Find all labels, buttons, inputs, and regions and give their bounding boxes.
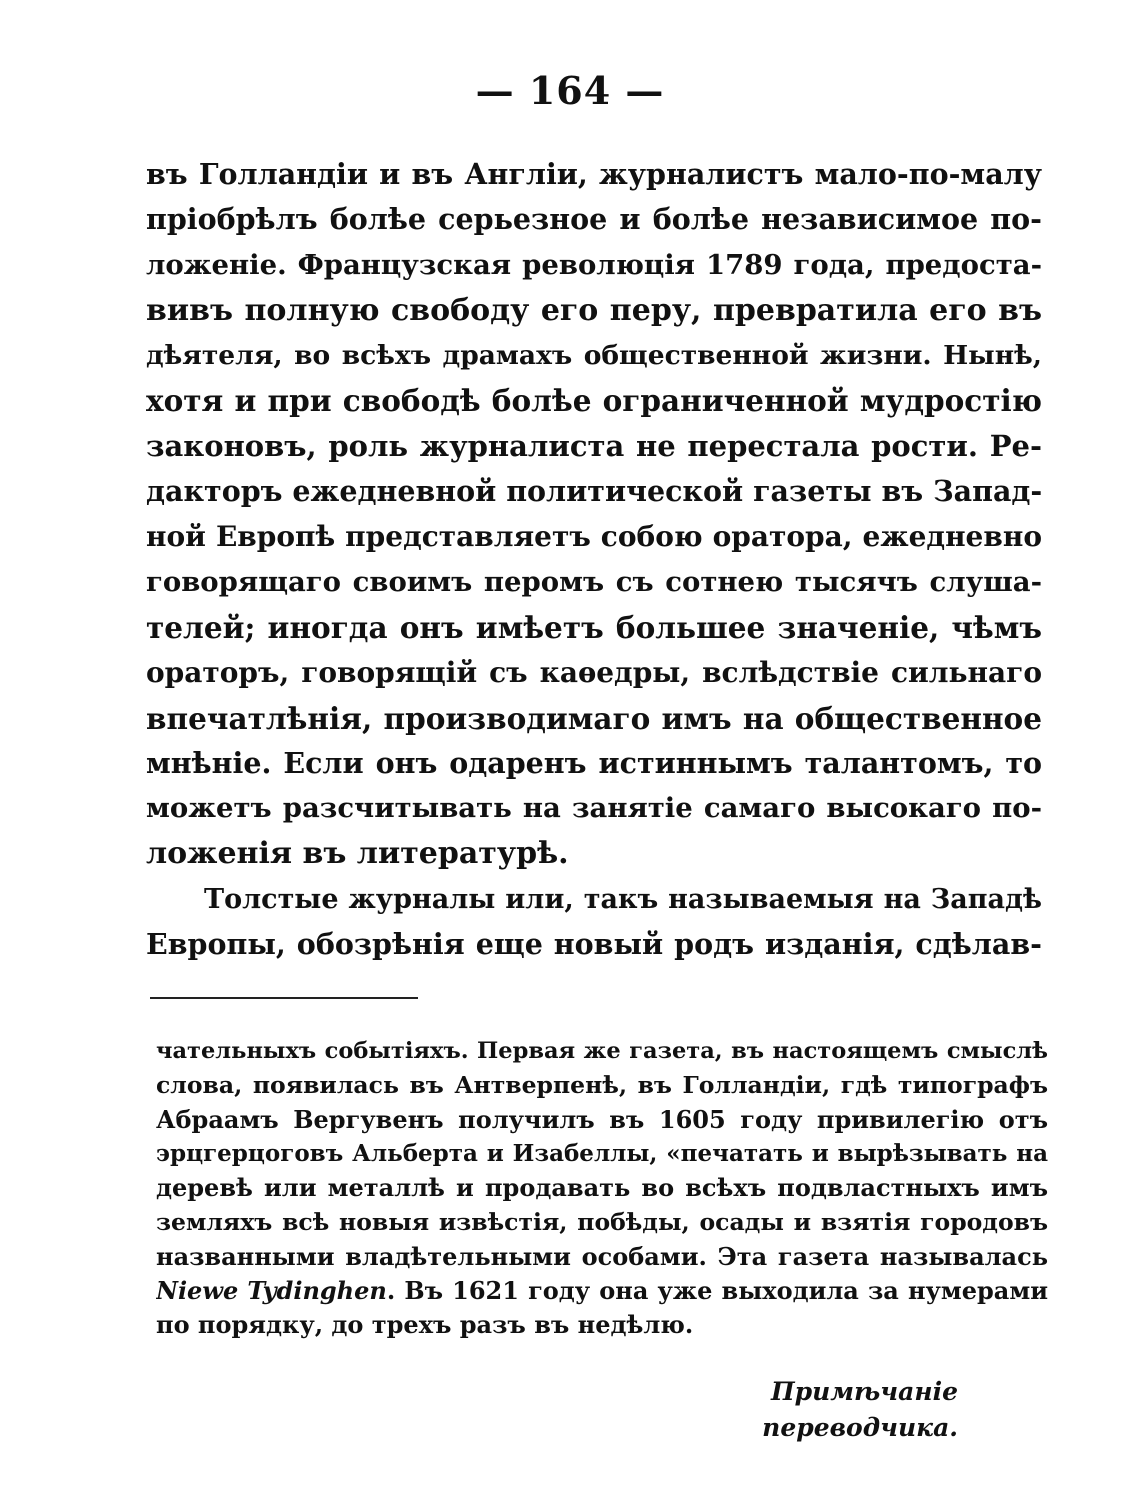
text-line: пріобрѣлъ болѣе серьезное и болѣе независимое по- xyxy=(146,202,1042,237)
text-line: впечатлѣнія, производимаго имъ на общественное xyxy=(146,700,1042,736)
page-number: — 164 — xyxy=(475,68,665,113)
text-line: можетъ разсчитывать на занятіе самаго высокаго по- xyxy=(146,792,1042,825)
translator-note-signature: Примѣчаніе переводчика. xyxy=(762,1377,958,1442)
text-line: законовъ, роль журналиста не перестала рости. Ре- xyxy=(146,428,1042,463)
text-line: въ Голландіи и въ Англіи, журналистъ мало-по-малу xyxy=(146,157,1042,191)
footnote-line-text: . Въ 1621 году она уже выходила за нумерами xyxy=(386,1276,1048,1306)
text-line: говорящаго своимъ перомъ съ сотнею тысячъ слуша- xyxy=(146,565,1042,598)
text-line: Толстые журналы или, такъ называемыя на Западѣ xyxy=(204,883,1042,915)
text-line: телей; иногда онъ имѣетъ большее значеніе, чѣмъ xyxy=(146,609,1042,645)
footnote-line: Абраамъ Вергувенъ получилъ въ 1605 году привилегію отъ xyxy=(156,1104,1048,1134)
text-line: ложеніе. Французская революція 1789 года, предоста- xyxy=(146,248,1042,281)
text-line: вивъ полную свободу его перу, превратила его въ xyxy=(146,292,1042,328)
text-line: мнѣніе. Если онъ одаренъ истиннымъ талантомъ, то xyxy=(146,745,1042,780)
footnote-line xyxy=(156,1274,1048,1308)
footnote-line: эрцгерцоговъ Альберта и Изабеллы, «печатать и вырѣзывать на xyxy=(156,1139,1048,1167)
text-line: хотя и при свободѣ болѣе ограниченной мудростію xyxy=(146,383,1042,419)
text-line: ной Европѣ представляетъ собою оратора, ежедневно xyxy=(146,520,1042,554)
newspaper-title: Niewe Tydinghen xyxy=(156,1276,387,1306)
text-line: дакторъ ежедневной политической газеты въ Запад- xyxy=(146,474,1042,509)
footnote-line: слова, появилась въ Антверпенѣ, въ Голландіи, гдѣ типографъ xyxy=(156,1071,1048,1100)
text-line: ораторъ, говорящій съ каѳедры, вслѣдствіе сильнаго xyxy=(146,656,1042,690)
text-line: Европы, обозрѣнія еще новый родъ изданія, сдѣлав- xyxy=(146,927,1042,962)
footnote-line: по порядку, до трехъ разъ въ недѣлю. xyxy=(156,1310,694,1340)
footnote xyxy=(156,1034,1048,1343)
footnote-line: земляхъ всѣ новыя извѣстія, побѣды, осады и взятія городовъ xyxy=(156,1208,1048,1237)
footnote-separator xyxy=(150,997,418,999)
main-text xyxy=(146,152,1042,967)
footnote-line: названными владѣтельными особами. Эта газета называлась xyxy=(156,1241,1048,1271)
footnote-line: деревѣ или металлѣ и продавать во всѣхъ подвластныхъ имъ xyxy=(156,1173,1048,1203)
text-line: дѣятеля, во всѣхъ драмахъ общественной жизни. Нынѣ, xyxy=(146,340,1042,372)
text-line: ложенія въ литературѣ. xyxy=(146,836,569,872)
footnote-line: чательныхъ событіяхъ. Первая же газета, въ настоящемъ смыслѣ xyxy=(156,1038,1048,1064)
